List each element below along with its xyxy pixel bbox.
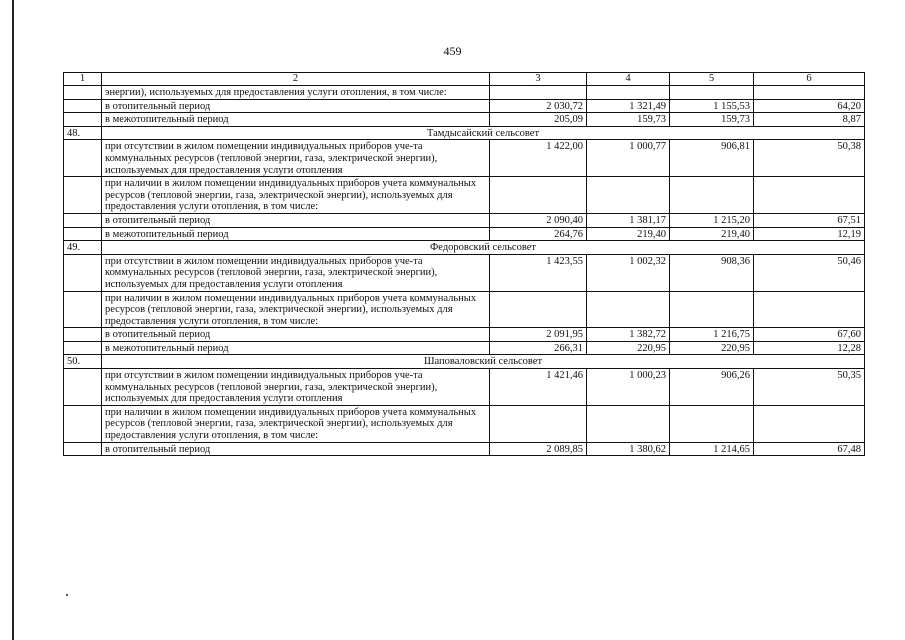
section-row <box>64 241 865 255</box>
table-row <box>64 405 865 442</box>
table-row <box>64 86 865 100</box>
value-cell-col5: 908,36 <box>670 254 754 291</box>
value-cell-col5: 1 214,65 <box>670 442 754 456</box>
value-cell-col6 <box>754 291 865 328</box>
value-cell-col3: 2 091,95 <box>490 328 587 342</box>
page-number: 459 <box>443 44 462 58</box>
stray-dot <box>66 594 68 596</box>
value-cell-col6: 67,60 <box>754 328 865 342</box>
table-row <box>64 177 865 214</box>
row-number-cell <box>64 227 102 241</box>
value-cell-col6 <box>754 86 865 100</box>
value-cell-col4: 1 382,72 <box>587 328 670 342</box>
section-number: 48. <box>64 126 102 140</box>
value-cell-col6: 12,28 <box>754 341 865 355</box>
value-cell-col3: 2 089,85 <box>490 442 587 456</box>
value-cell-col4 <box>587 177 670 214</box>
description-cell: при отсутствии в жилом помещении индивидуальных приборов уче-та коммунальных ресурсов (тепловой энергии, газа, электрической энергии), используемых для предоставления услуги отопления <box>102 369 490 406</box>
row-number-cell <box>64 177 102 214</box>
value-cell-col4: 220,95 <box>587 341 670 355</box>
value-cell-col4: 1 000,23 <box>587 369 670 406</box>
value-cell-col5: 1 215,20 <box>670 213 754 227</box>
value-cell-col3 <box>490 291 587 328</box>
value-cell-col6: 67,48 <box>754 442 865 456</box>
row-number-cell <box>64 405 102 442</box>
value-cell-col3: 2 030,72 <box>490 99 587 113</box>
row-number-cell <box>64 254 102 291</box>
page-binding-line <box>12 0 14 640</box>
value-cell-col4: 1 381,17 <box>587 213 670 227</box>
value-cell-col3: 266,31 <box>490 341 587 355</box>
value-cell-col6: 64,20 <box>754 99 865 113</box>
column-header: 2 <box>102 73 490 86</box>
section-number: 49. <box>64 241 102 255</box>
table-row <box>64 227 865 241</box>
row-number-cell <box>64 140 102 177</box>
table-row <box>64 254 865 291</box>
column-header: 4 <box>587 73 670 86</box>
table-header-row <box>64 73 865 86</box>
value-cell-col3: 1 421,46 <box>490 369 587 406</box>
row-number-cell <box>64 442 102 456</box>
description-cell: в отопительный период <box>102 442 490 456</box>
value-cell-col6: 50,35 <box>754 369 865 406</box>
row-number-cell <box>64 369 102 406</box>
row-number-cell <box>64 99 102 113</box>
value-cell-col5: 1 216,75 <box>670 328 754 342</box>
column-header: 3 <box>490 73 587 86</box>
value-cell-col6: 50,46 <box>754 254 865 291</box>
value-cell-col4: 159,73 <box>587 113 670 127</box>
table-row <box>64 291 865 328</box>
value-cell-col5: 906,26 <box>670 369 754 406</box>
description-cell: в межотопительный период <box>102 341 490 355</box>
value-cell-col6 <box>754 177 865 214</box>
value-cell-col5 <box>670 291 754 328</box>
description-cell: энергии), используемых для предоставления услуги отопления, в том числе: <box>102 86 490 100</box>
section-number: 50. <box>64 355 102 369</box>
description-cell: в отопительный период <box>102 213 490 227</box>
value-cell-col3 <box>490 86 587 100</box>
value-cell-col4: 1 380,62 <box>587 442 670 456</box>
table-row <box>64 442 865 456</box>
description-cell: при наличии в жилом помещении индивидуальных приборов учета коммунальных ресурсов (тепловой энергии, газа, электрической энергии), используемых для предоставления услуги отопления, в том числе: <box>102 291 490 328</box>
table-row <box>64 99 865 113</box>
row-number-cell <box>64 213 102 227</box>
value-cell-col4: 1 000,77 <box>587 140 670 177</box>
value-cell-col5 <box>670 405 754 442</box>
value-cell-col5: 219,40 <box>670 227 754 241</box>
value-cell-col3: 205,09 <box>490 113 587 127</box>
section-row <box>64 355 865 369</box>
description-cell: при отсутствии в жилом помещении индивидуальных приборов уче-та коммунальных ресурсов (тепловой энергии, газа, электрической энергии), используемых для предоставления услуги отопления <box>102 254 490 291</box>
description-cell: в межотопительный период <box>102 113 490 127</box>
table-row <box>64 140 865 177</box>
value-cell-col4: 1 321,49 <box>587 99 670 113</box>
description-cell: в отопительный период <box>102 99 490 113</box>
tariff-table <box>63 72 865 456</box>
value-cell-col3: 1 422,00 <box>490 140 587 177</box>
row-number-cell <box>64 328 102 342</box>
value-cell-col3 <box>490 177 587 214</box>
column-header: 5 <box>670 73 754 86</box>
column-header: 6 <box>754 73 865 86</box>
description-cell: при наличии в жилом помещении индивидуальных приборов учета коммунальных ресурсов (тепловой энергии, газа, электрической энергии), используемых для предоставления услуги отопления, в том числе: <box>102 177 490 214</box>
value-cell-col4: 1 002,32 <box>587 254 670 291</box>
description-cell: при наличии в жилом помещении индивидуальных приборов учета коммунальных ресурсов (тепловой энергии, газа, электрической энергии), используемых для предоставления услуги отопления, в том числе: <box>102 405 490 442</box>
table-body <box>64 73 865 456</box>
value-cell-col5: 1 155,53 <box>670 99 754 113</box>
value-cell-col6: 67,51 <box>754 213 865 227</box>
row-number-cell <box>64 86 102 100</box>
value-cell-col4 <box>587 291 670 328</box>
value-cell-col5 <box>670 86 754 100</box>
value-cell-col5: 220,95 <box>670 341 754 355</box>
description-cell: в межотопительный период <box>102 227 490 241</box>
value-cell-col6: 50,38 <box>754 140 865 177</box>
row-number-cell <box>64 291 102 328</box>
table-row <box>64 341 865 355</box>
value-cell-col6: 12,19 <box>754 227 865 241</box>
section-row <box>64 126 865 140</box>
table-row <box>64 328 865 342</box>
section-title: Федоровский сельсовет <box>102 241 865 255</box>
value-cell-col5 <box>670 177 754 214</box>
section-title: Шаповаловский сельсовет <box>102 355 865 369</box>
table-row <box>64 113 865 127</box>
value-cell-col3: 1 423,55 <box>490 254 587 291</box>
value-cell-col4 <box>587 405 670 442</box>
value-cell-col4 <box>587 86 670 100</box>
value-cell-col6: 8,87 <box>754 113 865 127</box>
description-cell: при отсутствии в жилом помещении индивидуальных приборов уче-та коммунальных ресурсов (тепловой энергии, газа, электрической энергии), используемых для предоставления услуги отопления <box>102 140 490 177</box>
value-cell-col5: 159,73 <box>670 113 754 127</box>
value-cell-col3: 2 090,40 <box>490 213 587 227</box>
table-row <box>64 213 865 227</box>
row-number-cell <box>64 341 102 355</box>
value-cell-col5: 906,81 <box>670 140 754 177</box>
row-number-cell <box>64 113 102 127</box>
value-cell-col3 <box>490 405 587 442</box>
table-row <box>64 369 865 406</box>
value-cell-col4: 219,40 <box>587 227 670 241</box>
value-cell-col3: 264,76 <box>490 227 587 241</box>
value-cell-col6 <box>754 405 865 442</box>
section-title: Тамдысайский сельсовет <box>102 126 865 140</box>
column-header: 1 <box>64 73 102 86</box>
description-cell: в отопительный период <box>102 328 490 342</box>
